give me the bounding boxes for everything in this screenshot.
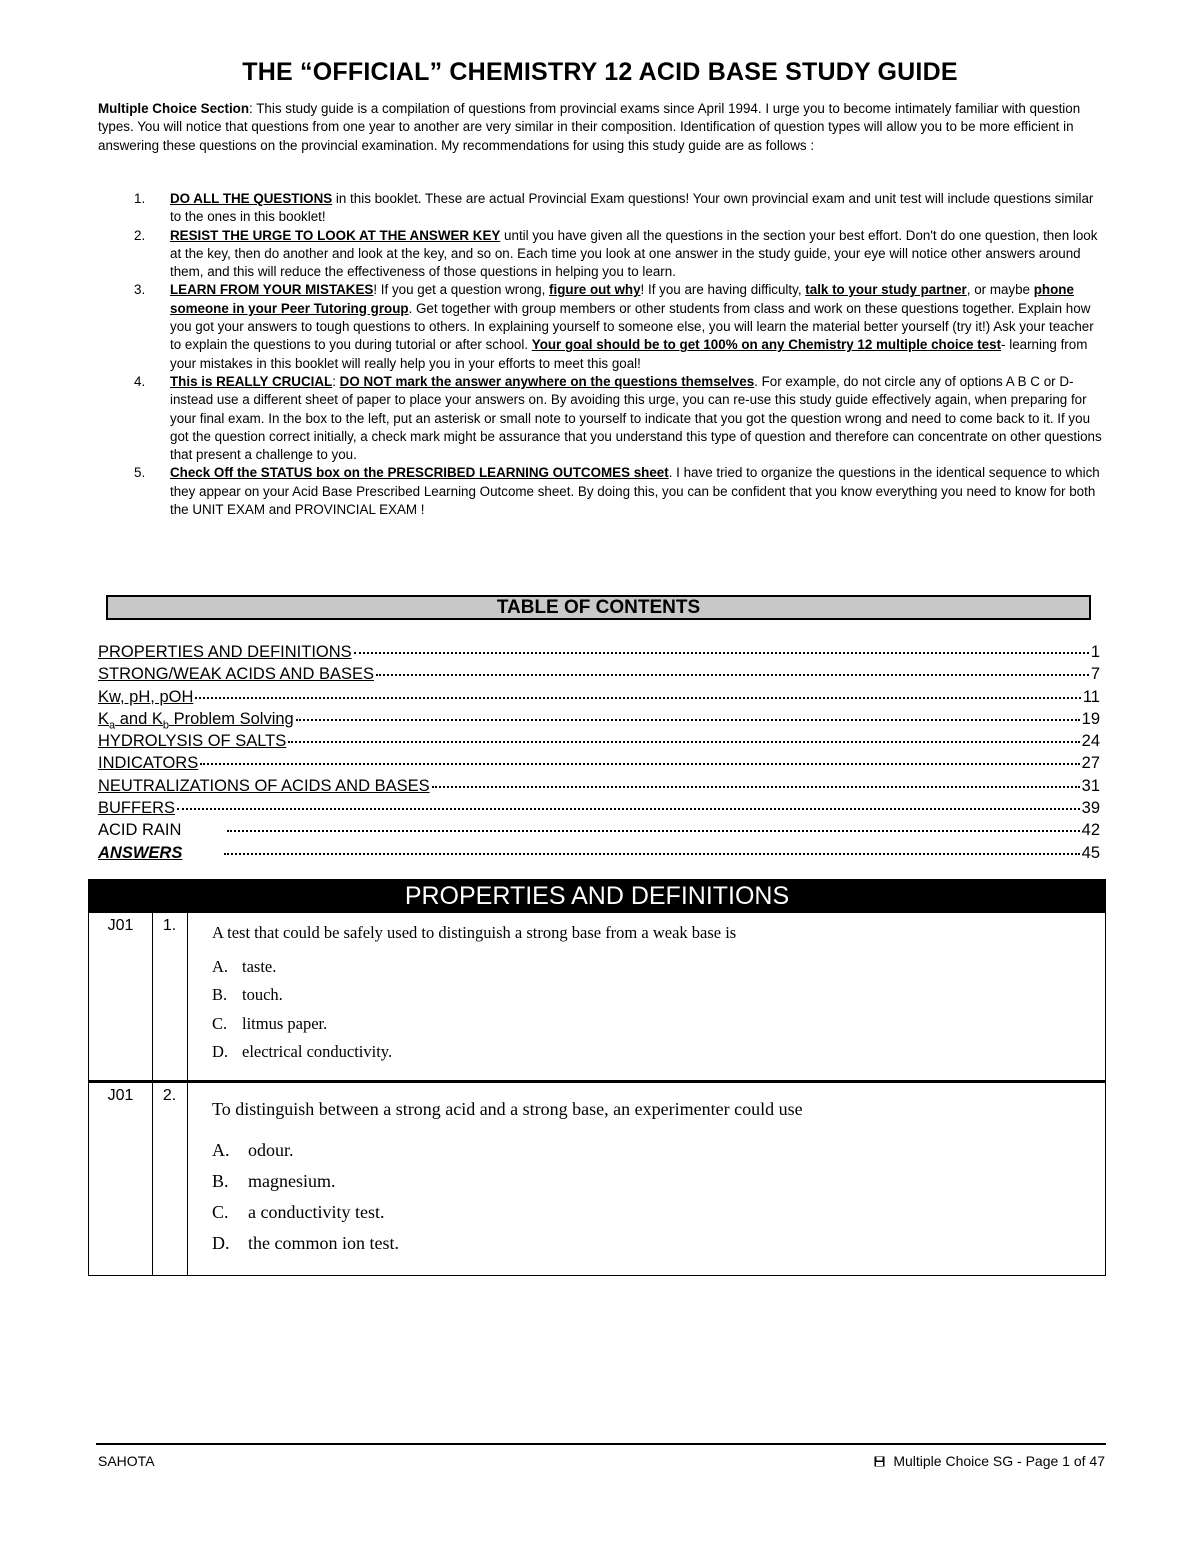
toc-entry-label: BUFFERS [98, 799, 176, 818]
recommendation-number: 1. [134, 191, 146, 206]
toc-entry-page: 1 [1090, 643, 1100, 661]
question-block [88, 913, 1106, 1081]
recommendation-item [98, 373, 1108, 464]
toc-entry[interactable] [98, 775, 1100, 797]
toc-entry-label: NEUTRALIZATIONS OF ACIDS AND BASES [98, 776, 430, 795]
toc-entry-label: ANSWERS [98, 843, 183, 862]
footer-author: SAHOTA [98, 1453, 155, 1469]
toc-entry-label: ACID RAIN [98, 821, 182, 840]
toc-entry-page: 11 [1082, 687, 1100, 706]
toc-entry-label: STRONG/WEAK ACIDS AND BASES [98, 665, 374, 684]
option-text: touch. [242, 985, 283, 1004]
recommendation-text: , or maybe [966, 282, 1034, 298]
option-letter: B. [212, 1171, 229, 1191]
question-number: 2. [152, 1083, 188, 1275]
recommendation-number: 5. [134, 465, 146, 481]
answer-option [212, 985, 283, 1005]
toc-entry-page: 31 [1081, 776, 1100, 795]
toc-entry[interactable] [98, 819, 1100, 841]
toc-leader-dots [376, 674, 1089, 676]
toc-entry-label: Kw, pH, pOH [98, 687, 194, 706]
toc-leader-dots [177, 808, 1080, 810]
recommendation-text: . Get together with group members or other students from class and work on these questions together. Explain how you got your answers to tough questions to others. In explaining yourself to someone else, you will learn the material better yourself (try it!) Ask your teacher to explain the questions to you during tutorial or after school. [170, 300, 1094, 353]
answer-option [212, 1042, 392, 1062]
option-text: taste. [242, 957, 277, 976]
question-stem: To distinguish between a strong acid and a strong base, an experimenter could use [212, 1099, 803, 1119]
recommendation-item [98, 464, 1108, 519]
emphasis-text: Your goal should be to get 100% on any Chemistry 12 multiple choice test [531, 337, 1002, 353]
recommendation-item [98, 281, 1108, 372]
option-text: electrical conductivity. [242, 1042, 393, 1061]
recommendation-number: 4. [134, 373, 146, 389]
question-code: J01 [89, 1083, 153, 1275]
recommendation-text: . For example, do not circle any of options A B C or D-instead use a different sheet of paper to place your answers on. By avoiding this urge, you can re-use this study guide effectively again, when preparing for your final exam. In the box to the left, put an asterisk or small note to yourself to indicate that you got the question wrong and need to come back to it. If you got the question correct initially, a check mark might be assurance that you understand this type of question and therefore can concentrate on other questions that present a challenge to you. [170, 373, 1102, 463]
question-number: 1. [152, 913, 188, 1080]
toc-entry[interactable] [98, 752, 1100, 774]
toc-leader-dots [227, 830, 1079, 832]
option-letter: A. [212, 957, 229, 976]
recommendation-text: ! If you get a question wrong, [373, 282, 550, 298]
answer-option [212, 1202, 384, 1223]
toc-entry[interactable] [98, 686, 1100, 708]
question-body [188, 1083, 1105, 1275]
emphasis-text: LEARN FROM YOUR MISTAKES [170, 282, 374, 298]
answer-option [212, 1140, 294, 1161]
option-letter: A. [212, 1140, 230, 1160]
toc-entry-page: 42 [1081, 821, 1100, 840]
recommendation-item [98, 190, 1108, 227]
emphasis-text: figure out why [549, 282, 641, 298]
toc-leader-dots [288, 741, 1079, 743]
intro-lead: Multiple Choice Section [98, 101, 250, 116]
toc-leader-dots [354, 652, 1089, 654]
table-of-contents [98, 641, 1100, 864]
option-text: the common ion test. [248, 1233, 399, 1253]
toc-entry[interactable] [98, 708, 1100, 730]
question-block [88, 1081, 1106, 1276]
recommendation-text: : [332, 373, 340, 389]
toc-entry-label: HYDROLYSIS OF SALTS [98, 732, 287, 751]
option-letter: B. [212, 985, 228, 1004]
emphasis-text: RESIST THE URGE TO LOOK AT THE ANSWER KEY [170, 227, 501, 243]
question-code: J01 [89, 913, 153, 1080]
option-text: odour. [248, 1140, 294, 1160]
toc-entry[interactable] [98, 797, 1100, 819]
recommendation-text: ! If you are having difficulty, [640, 282, 806, 298]
toc-leader-dots [195, 697, 1080, 699]
answer-option [212, 957, 276, 977]
toc-entry-page: 39 [1081, 799, 1100, 818]
recommendation-number: 3. [134, 282, 146, 298]
question-stem: A test that could be safely used to distinguish a strong base from a weak base is [212, 923, 737, 942]
toc-entry[interactable] [98, 641, 1100, 663]
toc-entry-page: 19 [1081, 709, 1100, 728]
option-letter: D. [212, 1233, 230, 1253]
question-body [188, 913, 1105, 1080]
toc-header: TABLE OF CONTENTS [106, 595, 1091, 620]
toc-leader-dots [224, 853, 1079, 855]
emphasis-text: DO ALL THE QUESTIONS [170, 191, 333, 206]
toc-entry-page: 45 [1081, 843, 1100, 862]
option-letter: C. [212, 1202, 229, 1222]
toc-entry[interactable] [98, 663, 1100, 685]
recommendations-list [98, 190, 1108, 519]
recommendation-item [98, 227, 1108, 282]
toc-leader-dots [200, 763, 1079, 765]
toc-entry-page: 27 [1081, 754, 1100, 773]
answer-option [212, 1014, 327, 1034]
toc-entry-label: PROPERTIES AND DEFINITIONS [98, 643, 352, 661]
intro-text: : This study guide is a compilation of questions from provincial exams since April 1994. I urge you to become intimately familiar with question types. You will notice that questions from one year to another are very similar in their composition. Identification of question types will allow you to be more efficient in answering these questions on the provincial examination. My recommendations for using this study guide are as follows : [98, 101, 1081, 153]
floppy-disk-icon [874, 1456, 885, 1467]
page-title: THE “OFFICIAL” CHEMISTRY 12 ACID BASE STUDY GUIDE [242, 58, 958, 86]
footer-page-info [874, 1453, 1105, 1469]
option-letter: C. [212, 1014, 228, 1033]
toc-entry-page: 7 [1090, 665, 1100, 684]
emphasis-text: phone someone in your Peer Tutoring group [170, 282, 1074, 316]
emphasis-text: This is REALLY CRUCIAL [170, 373, 333, 389]
emphasis-text: talk to your study partner [805, 282, 967, 298]
recommendation-text: in this booklet. These are actual Provincial Exam questions! Your own provincial exam and unit test will include questions similar to the ones in this booklet! [170, 191, 1094, 225]
footer-rule [96, 1443, 1106, 1445]
toc-leader-dots [296, 719, 1080, 721]
emphasis-text: DO NOT mark the answer anywhere on the questions themselves [339, 373, 755, 389]
section-heading: PROPERTIES AND DEFINITIONS [88, 879, 1106, 913]
option-text: litmus paper. [242, 1014, 328, 1033]
option-text: magnesium. [248, 1171, 336, 1191]
emphasis-text: Check Off the STATUS box on the PRESCRIBED LEARNING OUTCOMES sheet [170, 465, 669, 481]
recommendation-text: until you have given all the questions in the section your best effort. Don't do one question, then look at the key, then do another and look at the key, and so on. Each time you look at one answer in the study guide, your eye will notice other answers around them, and this will reduce the effectiveness of those questions in helping you to learn. [170, 227, 1098, 280]
option-letter: D. [212, 1042, 229, 1061]
recommendation-text: - learning from your mistakes in this booklet will really help you in your efforts to meet this goal! [170, 337, 1088, 371]
intro-paragraph [98, 100, 1108, 155]
footer-page-label: Multiple Choice SG - Page 1 of 47 [893, 1453, 1105, 1469]
toc-entry-label: $K_a$ and $K_b$ Problem Solving [98, 709, 294, 732]
toc-entry-page: 24 [1081, 732, 1100, 751]
toc-entry-label: INDICATORS [98, 754, 199, 773]
option-text: a conductivity test. [248, 1202, 385, 1222]
toc-entry[interactable] [98, 842, 1100, 864]
toc-leader-dots [432, 786, 1080, 788]
toc-entry[interactable] [98, 730, 1100, 752]
answer-option [212, 1171, 336, 1192]
answer-option [212, 1233, 399, 1254]
recommendation-text: . I have tried to organize the questions in the identical sequence to which they appear on your Acid Base Prescribed Learning Outcome sheet. By doing this, you can be confident that you know everything you need to know for both the UNIT EXAM and PROVINCIAL EXAM ! [170, 465, 1100, 518]
recommendation-number: 2. [134, 227, 146, 243]
